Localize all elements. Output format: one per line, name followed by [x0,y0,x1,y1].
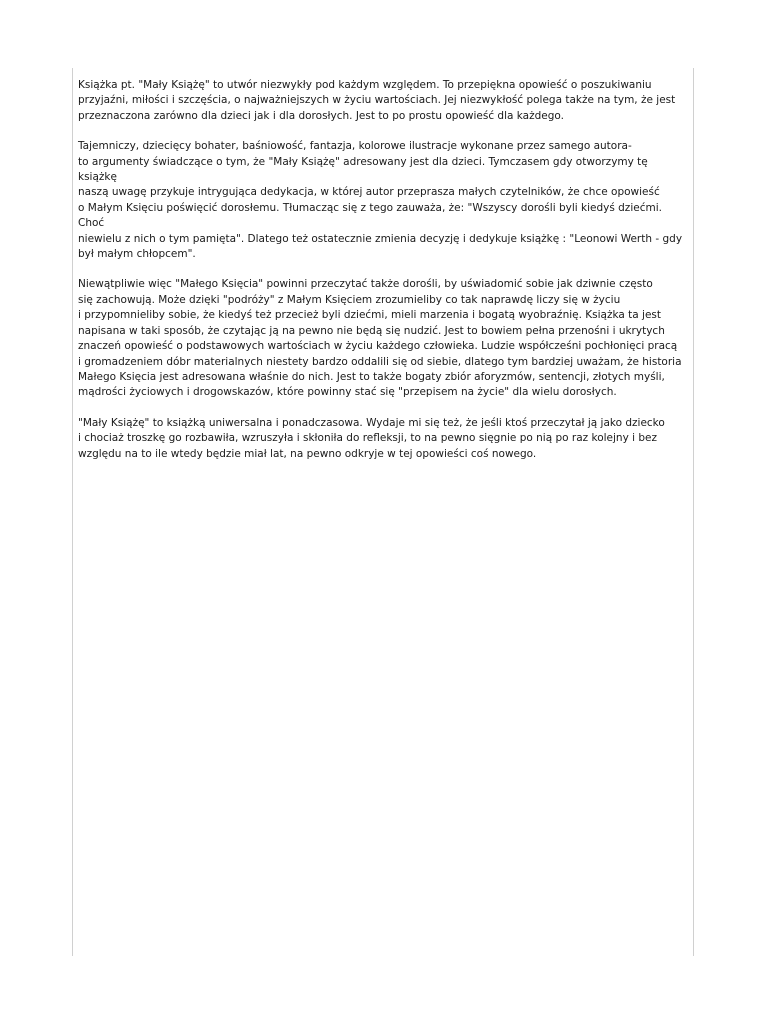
paragraph-2: Tajemniczy, dziecięcy bohater, baśniowość, fantazja, kolorowe ilustracje wykonane przez samego autora- to argumenty świadczące o tym, że "Mały Książę" adresowany jest dla dzieci. Tymczasem gdy otworzymy tę książkę naszą uwagę przykuje intrygująca dedykacja, w której autor przeprasza małych czytelników, że chce opowieść o Małym Księciu poświęcić dorosłemu. Tłumacząc się z tego zauważa, że: "Wszyscy dorośli byli kiedyś dziećmi. Choć niewielu z nich o tym pamięta". Dlatego też ostatecznie zmienia decyzję i dedykuje książkę : "Leonowi Werth - gdy był małym chłopcem". [78,140,683,261]
paragraph-3: Niewątpliwie więc "Małego Księcia" powinni przeczytać także dorośli, by uświadomić sobie jak dziwnie często się zachowują. Może dzięki "podróży" z Małym Księciem zrozumieliby co tak naprawdę liczy się w życiu i przypomnieliby sobie, że kiedyś też przecież byli dziećmi, mieli marzenia i bogatą wyobraźnię. Książka ta jest napisana w taki sposób, że czytając ją na pewno nie będą się nudzić. Jest to bowiem pełna przenośni i ukrytych znaczeń opowieść o podstawowych wartościach w życiu każdego człowieka. Ludzie współcześni pochłonięci pracą i gromadzeniem dóbr materialnych niestety bardzo oddalili się od siebie, dlatego tym bardziej uważam, że historia Małego Księcia jest adresowana właśnie do nich. Jest to także bogaty zbiór aforyzmów, sentencji, złotych myśli, mądrości życiowych i drogowskazów, które powinny stać się "przepisem na życie" dla wielu dorosłych. [78,278,682,399]
paragraph-4: "Mały Książę" to książką uniwersalna i ponadczasowa. Wydaje mi się też, że jeśli ktoś przeczytał ją jako dziecko i chociaż troszkę go rozbawiła, wzruszyła i skłoniła do refleksji, to na pewno sięgnie po nią po raz kolejny i bez względu na to ile wtedy będzie miał lat, na pewno odkryje w tej opowieści coś nowego. [78,416,665,460]
document-page [72,68,694,956]
document-body [78,78,690,477]
paragraph-1: Książka pt. "Mały Książę" to utwór niezwykły pod każdym względem. To przepiękna opowieść o poszukiwaniu przyjaźni, miłości i szczęścia, o najważniejszych w życiu wartościach. Jej niezwykłość polega także na tym, że jest przeznaczona zarówno dla dzieci jak i dla dorosłych. Jest to po prostu opowieść dla każdego. [78,79,676,122]
